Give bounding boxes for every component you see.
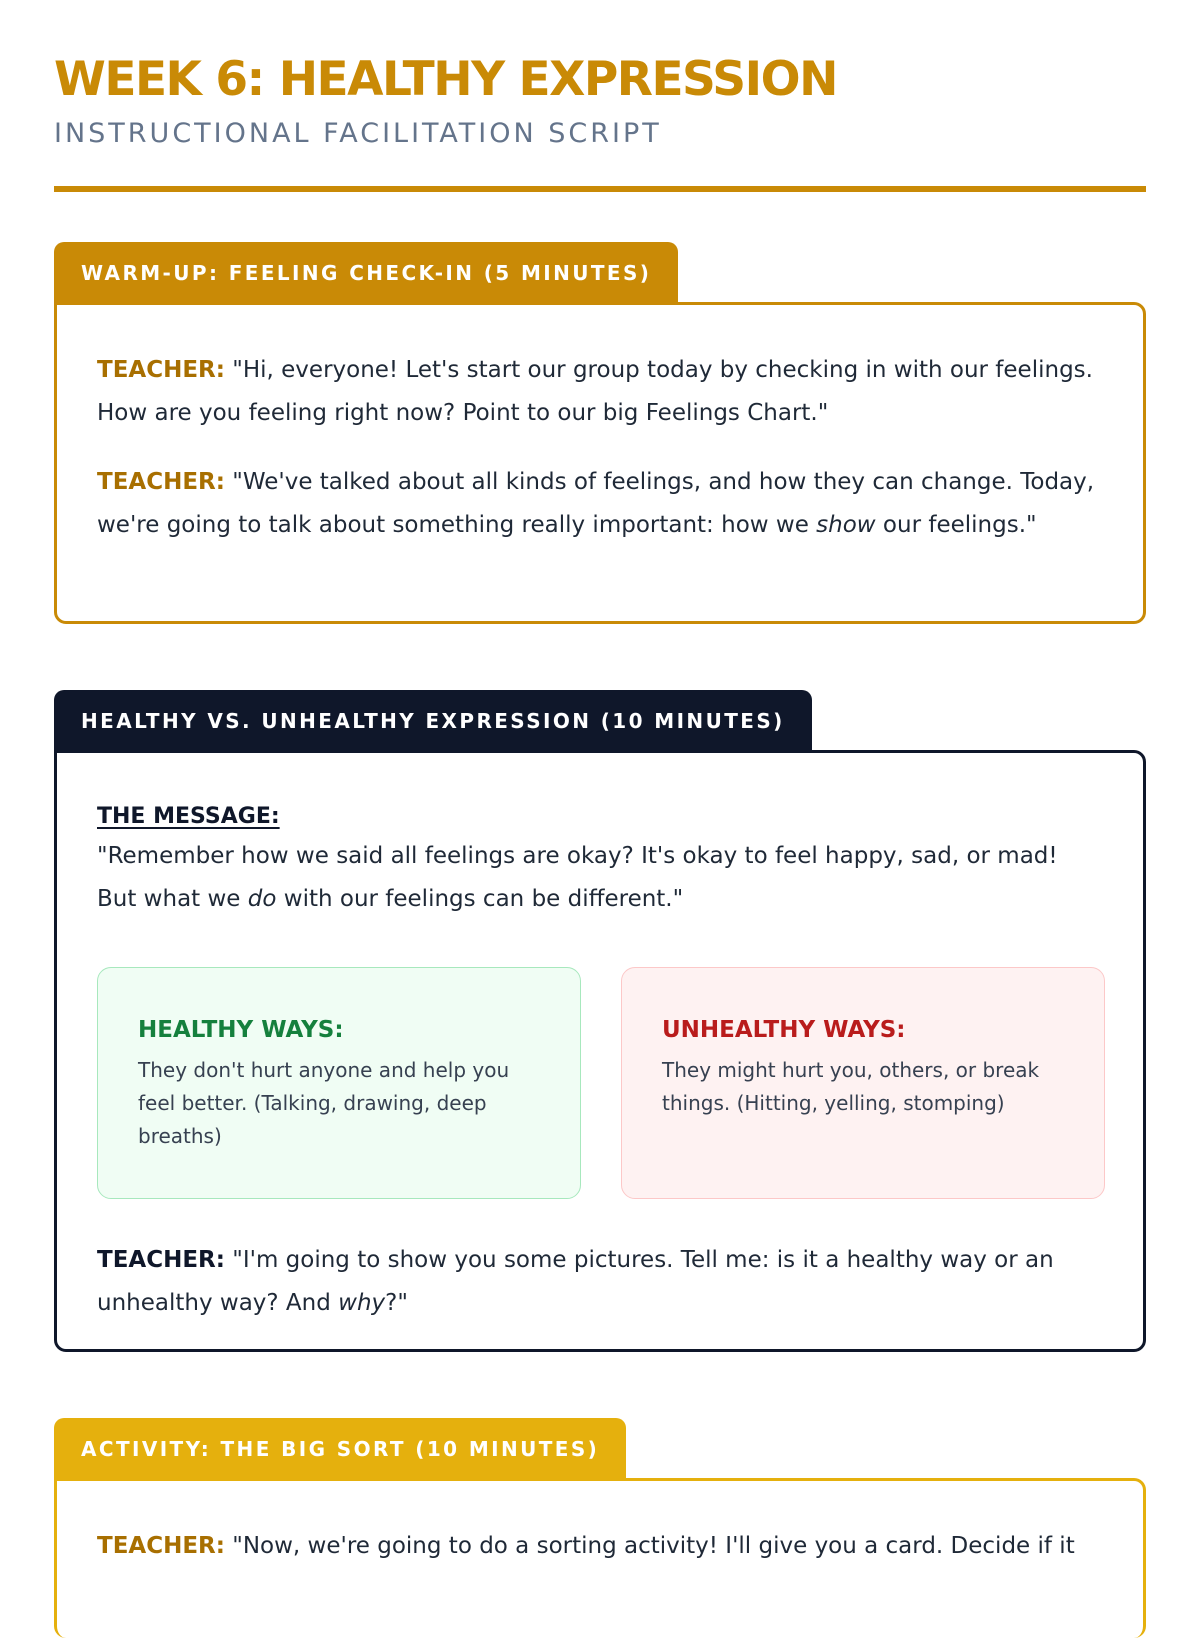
speaker-label: TEACHER:	[97, 357, 225, 383]
speaker-label: TEACHER:	[97, 1533, 225, 1559]
section-tab-warm-up: WARM-UP: FEELING CHECK-IN (5 MINUTES)	[54, 242, 678, 304]
speaker-label: TEACHER:	[97, 469, 225, 495]
script-paragraph	[97, 1525, 1103, 1568]
script-text: with our feelings can be different."	[276, 886, 684, 912]
section-healthy-vs-unhealthy	[54, 690, 1146, 1352]
script-paragraph	[97, 349, 1103, 435]
script-text: "Hi, everyone! Let's start our group today by checking in with our feelings. How are you feeling right now? Point to our big Feelings Chart."	[97, 357, 1093, 426]
script-paragraph	[97, 461, 1103, 547]
page-title: WEEK 6: HEALTHY EXPRESSION	[54, 52, 837, 107]
unhealthy-ways-title: UNHEALTHY WAYS:	[662, 1017, 906, 1043]
unhealthy-ways-description: They might hurt you, others, or break things. (Hitting, yelling, stomping)	[662, 1058, 1040, 1115]
script-paragraph	[97, 1239, 1103, 1325]
script-text: our feelings."	[875, 512, 1037, 538]
ways-comparison	[97, 967, 1103, 1199]
section-tab-healthy-vs-unhealthy: HEALTHY VS. UNHEALTHY EXPRESSION (10 MINUTES)	[54, 690, 812, 752]
healthy-ways-description: They don't hurt anyone and help you feel better. (Talking, drawing, deep breaths)	[138, 1058, 510, 1148]
script-text: "We've talked about all kinds of feelings, and how they can change. Today, we're going to talk about something really important: how we	[97, 469, 1095, 538]
unhealthy-ways-card	[621, 967, 1105, 1199]
speaker-label: TEACHER:	[97, 1247, 225, 1273]
section-panel-healthy-vs-unhealthy	[54, 750, 1146, 1352]
message-paragraph	[97, 835, 1103, 921]
healthy-ways-title: HEALTHY WAYS:	[138, 1017, 344, 1043]
section-tab-activity: ACTIVITY: THE BIG SORT (10 MINUTES)	[54, 1418, 626, 1480]
script-text: "Now, we're going to do a sorting activity! I'll give you a card. Decide if it	[224, 1533, 1075, 1559]
section-panel-warm-up	[54, 302, 1146, 624]
section-activity	[54, 1418, 1146, 1600]
script-text: "Remember how we said all feelings are okay? It's okay to feel happy, sad, or mad! But what we	[97, 843, 1058, 912]
message-heading: THE MESSAGE:	[97, 804, 280, 829]
emphasis-text: why	[338, 1290, 386, 1316]
emphasis-text: do	[247, 886, 277, 912]
emphasis-text: show	[816, 512, 876, 538]
section-warm-up	[54, 242, 1146, 624]
title-divider	[54, 186, 1146, 192]
page-subtitle: INSTRUCTIONAL FACILITATION SCRIPT	[54, 118, 662, 149]
section-panel-activity	[54, 1478, 1146, 1638]
script-text: ?"	[385, 1290, 408, 1316]
healthy-ways-card	[97, 967, 581, 1199]
script-text: "I'm going to show you some pictures. Tell me: is it a healthy way or an unhealthy way? And	[97, 1247, 1054, 1316]
